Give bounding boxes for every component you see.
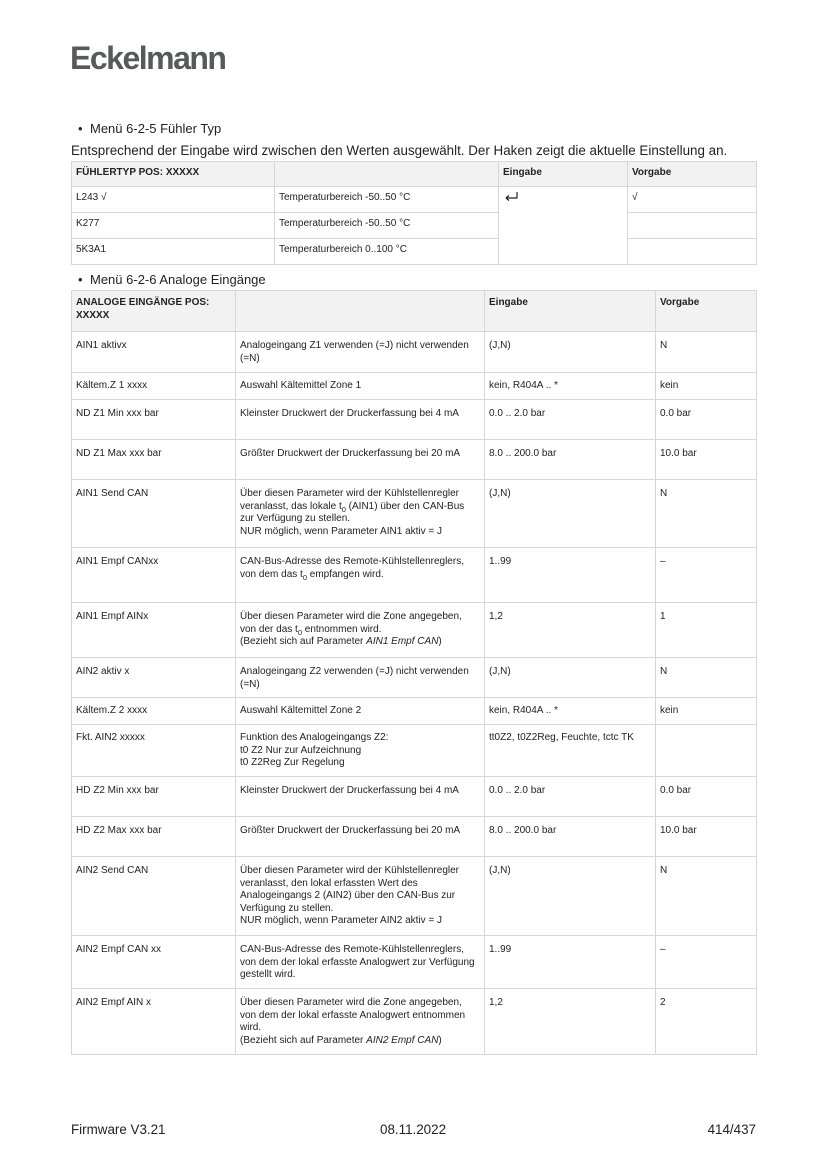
desc-subscript: 0 [341, 504, 346, 514]
param-name: HD Z2 Max xxx bar [72, 817, 236, 857]
param-name: AIN2 Send CAN [72, 857, 236, 936]
param-input: (J,N) [485, 658, 656, 698]
table-row [72, 332, 757, 373]
footer-firmware: Firmware V3.21 [71, 1122, 166, 1137]
table-header-row [72, 162, 757, 187]
desc-text: ) [438, 1034, 442, 1046]
analog-inputs-table [71, 290, 757, 1055]
param-input: kein, R404A .. * [485, 698, 656, 725]
desc-line: Funktion des Analogeingangs Z2: [240, 732, 389, 743]
column-header: Vorgabe [628, 162, 757, 187]
table-row [72, 817, 757, 857]
param-desc: Größter Druckwert der Druckerfassung bei 20 mA [236, 440, 485, 480]
desc-subscript: 0 [297, 627, 302, 637]
column-header [236, 291, 485, 332]
param-default: 10.0 bar [656, 817, 757, 857]
table-row [72, 373, 757, 400]
param-desc: CAN-Bus-Adresse des Remote-Kühlstellenreglers, von dem der lokal erfasste Analogwert zur Verfügung gestellt wird. [236, 936, 485, 989]
param-desc: Kleinster Druckwert der Druckerfassung bei 4 mA [236, 777, 485, 817]
param-name: AIN1 Empf AINx [72, 603, 236, 658]
section1-intro: Entsprechend der Eingabe wird zwischen den Werten ausgewählt. Der Haken zeigt die aktuelle Einstellung an. [71, 143, 728, 158]
param-desc: Auswahl Kältemittel Zone 2 [236, 698, 485, 725]
section2-heading [78, 272, 266, 287]
footer-page-number: 414/437 [707, 1122, 756, 1137]
table-row [72, 698, 757, 725]
param-desc: Größter Druckwert der Druckerfassung bei 20 mA [236, 817, 485, 857]
param-name: AIN1 aktivx [72, 332, 236, 373]
footer-date: 08.11.2022 [380, 1122, 447, 1137]
desc-line: Über diesen Parameter wird der Kühlstellenregler veranlasst, den lokal erfassten Wert des Analogeingangs 2 (AIN2) über den CAN-Bus zur Verfügung zu stellen. [240, 865, 459, 914]
desc-text: Über diesen Parameter wird der Kühlstellenregler veranlasst, das lokale t [240, 488, 459, 512]
param-desc: Temperaturbereich 0..100 °C [275, 239, 499, 265]
param-default: 1 [656, 603, 757, 658]
param-default: kein [656, 698, 757, 725]
desc-text: ) [438, 636, 442, 647]
param-desc: Temperaturbereich -50..50 °C [275, 187, 499, 213]
param-input: (J,N) [485, 332, 656, 373]
desc-text: Über diesen Parameter wird die Zone angegeben, von dem der lokal erfasste Analogwert entnommen wird. [240, 997, 466, 1033]
desc-emphasis: AIN1 Empf CAN [366, 636, 439, 647]
desc-line: t0 Z2 Nur zur Aufzeichnung [240, 744, 362, 756]
desc-text: (AIN1) über den CAN-Bus zur Verfügung zu stellen. [240, 500, 465, 524]
param-default: 0.0 bar [656, 777, 757, 817]
param-name: AIN2 Empf CAN xx [72, 936, 236, 989]
table-row [72, 239, 757, 265]
param-input: 0.0 .. 2.0 bar [485, 777, 656, 817]
column-header: FÜHLERTYP POS: XXXXX [72, 162, 275, 187]
param-desc [236, 857, 485, 936]
param-input: 1..99 [485, 936, 656, 989]
param-default: 10.0 bar [656, 440, 757, 480]
table-row [72, 777, 757, 817]
param-default [656, 725, 757, 777]
param-name: ND Z1 Min xxx bar [72, 400, 236, 440]
table-row [72, 213, 757, 239]
param-default: N [656, 658, 757, 698]
param-default [628, 239, 757, 265]
desc-text: (Bezieht sich auf Parameter [240, 636, 367, 647]
sensor-type-table [71, 161, 757, 265]
table-row [72, 440, 757, 480]
param-default: √ [628, 187, 757, 213]
param-name: Kältem.Z 2 xxxx [72, 698, 236, 725]
param-default: 0.0 bar [656, 400, 757, 440]
param-name: K277 [72, 213, 275, 239]
param-desc [236, 725, 485, 777]
param-name: AIN2 Empf AIN x [72, 989, 236, 1055]
param-input: 1,2 [485, 989, 656, 1055]
eckelmann-logo: Eckelmann [70, 40, 226, 76]
param-input: kein, R404A .. * [485, 373, 656, 400]
param-default: N [656, 332, 757, 373]
param-desc: Kleinster Druckwert der Druckerfassung bei 4 mA [236, 400, 485, 440]
param-name: AIN1 Empf CANxx [72, 548, 236, 603]
column-header: Eingabe [485, 291, 656, 332]
table-row [72, 400, 757, 440]
table-header-row [72, 291, 757, 332]
table-row [72, 603, 757, 658]
param-desc: Analogeingang Z1 verwenden (=J) nicht verwenden (=N) [236, 332, 485, 373]
param-desc: Analogeingang Z2 verwenden (=J) nicht verwenden (=N) [236, 658, 485, 698]
desc-line: NUR möglich, wenn Parameter AIN2 aktiv = J [240, 915, 443, 926]
param-input: 8.0 .. 200.0 bar [485, 817, 656, 857]
param-default: N [656, 480, 757, 548]
desc-text: entnommen wird. [301, 623, 382, 635]
table-row [72, 548, 757, 603]
param-name: L243 √ [72, 187, 275, 213]
param-default: kein [656, 373, 757, 400]
section2-heading-text: Menü 6-2-6 Analoge Eingänge [90, 272, 266, 287]
param-default: 2 [656, 989, 757, 1055]
column-header: ANALOGE EINGÄNGE POS: XXXXX [72, 291, 236, 332]
param-input: tt0Z2, t0Z2Reg, Feuchte, tctc TK [485, 725, 656, 777]
param-name: HD Z2 Min xxx bar [72, 777, 236, 817]
param-name: ND Z1 Max xxx bar [72, 440, 236, 480]
param-desc: Temperaturbereich -50..50 °C [275, 213, 499, 239]
bullet-marker: • [78, 272, 83, 287]
table-row [72, 936, 757, 989]
desc-text: (Bezieht sich auf Parameter [240, 1034, 367, 1046]
desc-emphasis: AIN2 Empf CAN [366, 1034, 439, 1046]
desc-text: empfangen wird. [306, 568, 384, 580]
param-desc [236, 480, 485, 548]
section1-heading-text: Menü 6-2-5 Fühler Typ [90, 121, 222, 136]
table-row [72, 480, 757, 548]
desc-subscript: 0 [302, 572, 307, 582]
param-desc [236, 603, 485, 658]
param-default: – [656, 936, 757, 989]
param-input [499, 187, 628, 265]
return-key-icon [505, 192, 519, 201]
param-input: 0.0 .. 2.0 bar [485, 400, 656, 440]
param-name: AIN1 Send CAN [72, 480, 236, 548]
desc-line: t0 Z2Reg Zur Regelung [240, 757, 345, 768]
desc-text: Über diesen Parameter wird die Zone angegeben, von der das t [240, 611, 462, 635]
param-input: (J,N) [485, 857, 656, 936]
param-name: Kältem.Z 1 xxxx [72, 373, 236, 400]
param-default: – [656, 548, 757, 603]
param-desc: Auswahl Kältemittel Zone 1 [236, 373, 485, 400]
param-desc [236, 548, 485, 603]
column-header: Eingabe [499, 162, 628, 187]
param-name: Fkt. AIN2 xxxxx [72, 725, 236, 777]
desc-text: NUR möglich, wenn Parameter AIN1 aktiv = J [240, 525, 443, 537]
table-row [72, 725, 757, 777]
param-input: 1,2 [485, 603, 656, 658]
param-input: 8.0 .. 200.0 bar [485, 440, 656, 480]
table-row [72, 989, 757, 1055]
param-input: (J,N) [485, 480, 656, 548]
desc-text: CAN-Bus-Adresse des Remote-Kühlstellenreglers, von dem das t [240, 556, 464, 580]
column-header: Vorgabe [656, 291, 757, 332]
column-header [275, 162, 499, 187]
section1-heading [78, 121, 221, 136]
param-input: 1..99 [485, 548, 656, 603]
param-default: N [656, 857, 757, 936]
bullet-marker: • [78, 121, 83, 136]
param-name: AIN2 aktiv x [72, 658, 236, 698]
param-default [628, 213, 757, 239]
param-name: 5K3A1 [72, 239, 275, 265]
table-row [72, 187, 757, 213]
table-row [72, 658, 757, 698]
table-row [72, 857, 757, 936]
param-desc [236, 989, 485, 1055]
